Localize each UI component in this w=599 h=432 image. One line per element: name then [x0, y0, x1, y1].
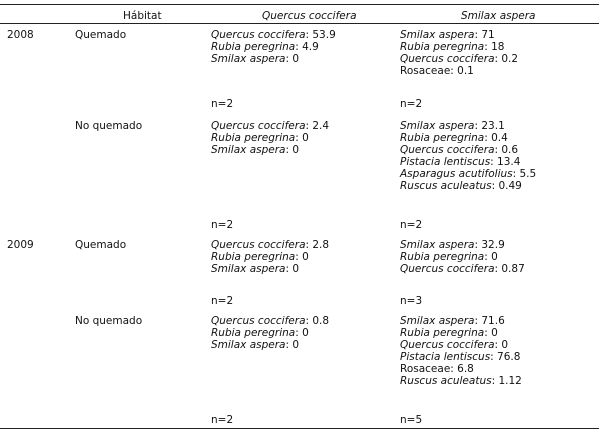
col-a-n: n=2	[211, 98, 234, 110]
header-habitat: Hábitat	[123, 10, 162, 22]
list-item: Smilax aspera: 0	[211, 339, 300, 351]
list-item: Rubia peregrina: 4.9	[211, 41, 319, 53]
list-item: Rubia peregrina: 0	[211, 132, 309, 144]
col-b-n: n=3	[400, 295, 423, 307]
header-rule	[0, 23, 599, 24]
col-b-n: n=2	[400, 98, 423, 110]
list-item: Smilax aspera: 71	[400, 29, 495, 41]
list-item: Rubia peregrina: 0	[211, 251, 309, 263]
list-item: Rubia peregrina: 18	[400, 41, 505, 53]
list-item: Ruscus aculeatus: 1.12	[400, 375, 522, 387]
row-habitat: Quemado	[75, 239, 127, 251]
col-b-n: n=5	[400, 414, 423, 426]
header-col-a: Quercus coccifera	[262, 10, 357, 22]
list-item: Quercus coccifera: 53.9	[211, 29, 336, 41]
list-item: Pistacia lentiscus: 13.4	[400, 156, 521, 168]
list-item: Quercus coccifera: 0	[400, 339, 509, 351]
list-item: Quercus coccifera: 2.4	[211, 120, 330, 132]
col-b-list	[400, 120, 536, 192]
list-item: Rubia peregrina: 0	[400, 327, 498, 339]
list-item: Smilax aspera: 0	[211, 144, 300, 156]
list-item: Smilax aspera: 0	[211, 53, 300, 65]
list-item: Quercus coccifera: 0.2	[400, 53, 519, 65]
list-item: Asparagus acutifolius: 5.5	[400, 168, 537, 180]
col-a-n: n=2	[211, 219, 234, 231]
list-item: Rubia peregrina: 0	[400, 251, 498, 263]
top-rule	[0, 4, 599, 5]
list-item: Rosaceae: 0.1	[400, 65, 474, 77]
list-item: Pistacia lentiscus: 76.8	[400, 351, 521, 363]
col-b-list	[400, 239, 525, 275]
list-item: Smilax aspera: 23.1	[400, 120, 505, 132]
list-item: Ruscus aculeatus: 0.49	[400, 180, 522, 192]
list-item: Smilax aspera: 32.9	[400, 239, 505, 251]
row-habitat: No quemado	[75, 120, 143, 132]
col-b-list	[400, 315, 522, 387]
list-item: Quercus coccifera: 0.8	[211, 315, 330, 327]
col-a-list	[211, 120, 329, 156]
col-a-n: n=2	[211, 414, 234, 426]
list-item: Rubia peregrina: 0	[211, 327, 309, 339]
header-col-b: Smilax aspera	[461, 10, 536, 22]
col-a-list	[211, 315, 329, 351]
row-year: 2008	[7, 29, 34, 41]
list-item: Smilax aspera: 71.6	[400, 315, 505, 327]
list-item: Smilax aspera: 0	[211, 263, 300, 275]
list-item: Quercus coccifera: 2.8	[211, 239, 330, 251]
list-item: Quercus coccifera: 0.6	[400, 144, 519, 156]
col-a-list	[211, 29, 336, 65]
col-a-list	[211, 239, 329, 275]
row-habitat: No quemado	[75, 315, 143, 327]
row-year: 2009	[7, 239, 34, 251]
list-item: Rubia peregrina: 0.4	[400, 132, 508, 144]
list-item: Quercus coccifera: 0.87	[400, 263, 525, 275]
row-habitat: Quemado	[75, 29, 127, 41]
list-item: Rosaceae: 6.8	[400, 363, 474, 375]
col-b-list	[400, 29, 518, 77]
bottom-rule	[0, 428, 599, 429]
col-a-n: n=2	[211, 295, 234, 307]
col-b-n: n=2	[400, 219, 423, 231]
